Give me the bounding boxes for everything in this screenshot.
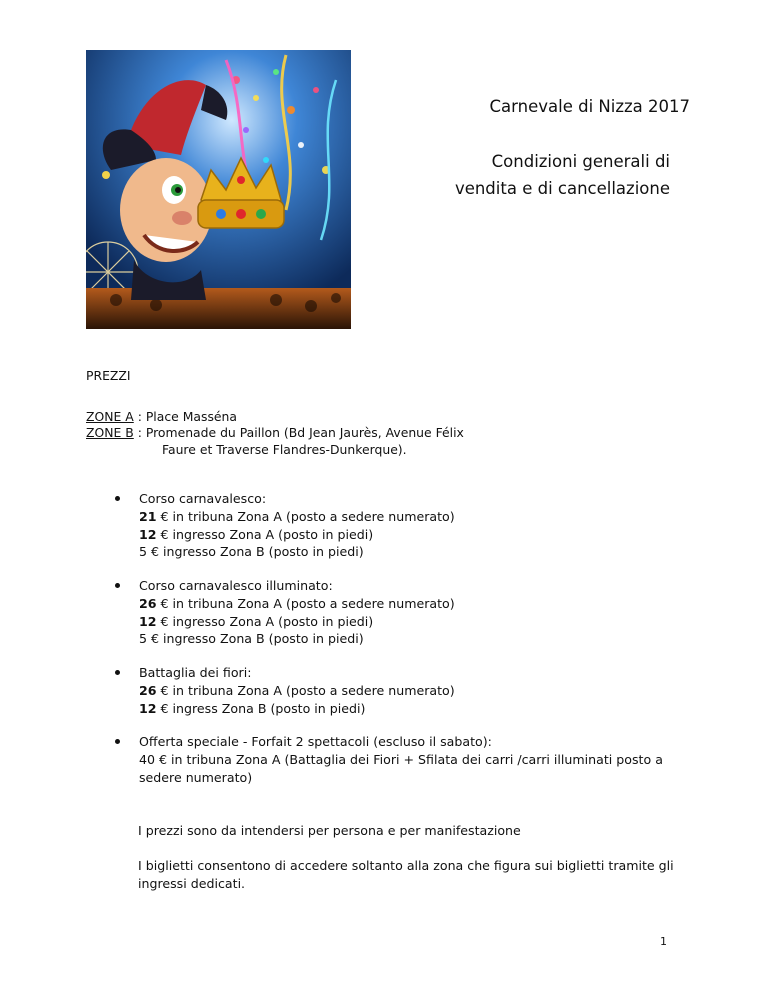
price-item-battaglia: [115, 664, 715, 717]
bullet-icon: [115, 583, 120, 588]
bullet-icon: [115, 739, 120, 744]
zone-b-value-line-2: Faure et Traverse Flandres-Dunkerque).: [162, 442, 407, 457]
note-tickets: [138, 857, 698, 893]
zone-b-row: [86, 424, 566, 458]
document-subtitle: [430, 148, 670, 202]
bullet-icon: [115, 496, 120, 501]
price-line: sedere numerato): [139, 769, 253, 785]
price-item-corso-illuminato: [115, 577, 715, 648]
zone-b-value-line-1: : Promenade du Paillon (Bd Jean Jaurès, Avenue Félix: [137, 425, 464, 440]
price-item-corso: [115, 490, 715, 561]
page-number: 1: [660, 935, 667, 948]
price-item-title: Offerta speciale - Forfait 2 spettacoli (escluso il sabato):: [139, 734, 492, 749]
note-prices: I prezzi sono da intendersi per persona e per manifestazione: [138, 823, 521, 838]
price-line: 26 € in tribuna Zona A (posto a sedere numerato): [139, 682, 455, 698]
price-item-offerta: [115, 733, 715, 786]
bullet-icon: [115, 670, 120, 675]
price-line: 5 € ingresso Zona B (posto in piedi): [139, 544, 364, 560]
price-line: 12 € ingresso Zona A (posto in piedi): [139, 526, 374, 542]
price-line: 21 € in tribuna Zona A (posto a sedere numerato): [139, 508, 455, 524]
subtitle-line-1: Condizioni generali di: [491, 152, 670, 171]
zone-a-value: : Place Masséna: [137, 409, 237, 424]
prices-heading: PREZZI: [86, 368, 131, 383]
zone-a-label: ZONE A: [86, 409, 134, 424]
price-item-title: Corso carnavalesco illuminato:: [139, 578, 333, 593]
price-item-title: Battaglia dei fiori:: [139, 665, 252, 680]
price-line: 12 € ingress Zona B (posto in piedi): [139, 700, 366, 716]
price-line: 5 € ingresso Zona B (posto in piedi): [139, 631, 364, 647]
price-line: 12 € ingresso Zona A (posto in piedi): [139, 613, 374, 629]
document-title: Carnevale di Nizza 2017: [489, 97, 690, 116]
note-tickets-line-1: I biglietti consentono di accedere soltanto alla zona che figura sui biglietti tramite gli: [138, 858, 674, 873]
note-tickets-line-2: ingressi dedicati.: [138, 875, 246, 891]
price-line: 26 € in tribuna Zona A (posto a sedere numerato): [139, 595, 455, 611]
carnival-poster-image: [86, 50, 351, 329]
subtitle-line-2: vendita e di cancellazione: [454, 179, 670, 198]
price-item-title: Corso carnavalesco:: [139, 491, 267, 506]
price-line: 40 € in tribuna Zona A (Battaglia dei Fiori + Sfilata dei carri /carri illuminati posto a: [139, 751, 663, 767]
zone-b-label: ZONE B: [86, 425, 134, 440]
